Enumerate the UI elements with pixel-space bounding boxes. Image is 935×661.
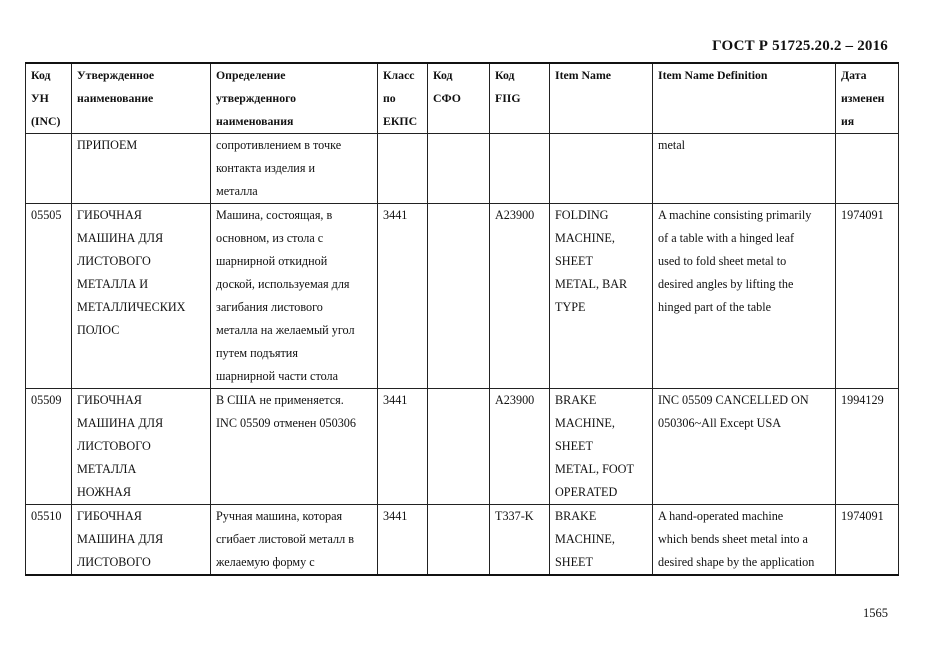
cell-text-line: Утвержденное	[77, 68, 155, 82]
cell-text-line: ГИБОЧНАЯ	[77, 393, 142, 407]
page-number: 1565	[863, 606, 888, 620]
cell-text-line: FOLDING	[555, 208, 609, 222]
cell-item-name	[550, 389, 653, 505]
cell-name	[72, 505, 211, 576]
cell-text-line: Item Name Definition	[658, 68, 768, 82]
cell-class	[378, 389, 428, 505]
cell-text-line: Определение	[216, 68, 286, 82]
cell-text-line: по	[383, 91, 396, 105]
cell-text-line: ПРИПОЕМ	[77, 138, 138, 152]
cell-text-line: ГИБОЧНАЯ	[77, 208, 142, 222]
cell-text-line: МЕТАЛЛА	[77, 462, 137, 476]
cell-text-line: путем подъятия	[216, 346, 298, 360]
cell-text-line: 3441	[383, 393, 408, 407]
cell-text-line: 050306~All Except USA	[658, 416, 782, 430]
table-row	[26, 204, 899, 389]
cell-text-line: шарнирной откидной	[216, 254, 328, 268]
cell-text-line: A machine consisting primarily	[658, 208, 812, 222]
cell-text-line: сгибает листовой металл в	[216, 532, 355, 546]
header-approved-name	[72, 63, 211, 134]
cell-inc	[26, 204, 72, 389]
cell-name	[72, 134, 211, 204]
cell-item-definition	[653, 389, 836, 505]
cell-text-line: Ручная машина, которая	[216, 509, 343, 523]
cell-text-line: T337-K	[495, 509, 534, 523]
cell-text-line: SHEET	[555, 555, 593, 569]
cell-text-line: SHEET	[555, 439, 593, 453]
table-row	[26, 134, 899, 204]
cell-text-line: 3441	[383, 208, 408, 222]
cell-text-line: УН	[31, 91, 49, 105]
cell-text-line: METAL, FOOT	[555, 462, 634, 476]
cell-text-line: ПОЛОС	[77, 323, 120, 337]
cell-text-line: ЛИСТОВОГО	[77, 555, 151, 569]
cell-text-line: TYPE	[555, 300, 586, 314]
header-inc	[26, 63, 72, 134]
classification-table	[25, 62, 899, 576]
cell-text-line: ия	[841, 114, 855, 128]
cell-text-line: СФО	[433, 91, 461, 105]
cell-item-definition	[653, 134, 836, 204]
cell-name	[72, 389, 211, 505]
cell-text-line: hinged part of the table	[658, 300, 772, 314]
cell-text-line: BRAKE	[555, 393, 597, 407]
cell-item-definition	[653, 204, 836, 389]
table-header-row	[26, 63, 899, 134]
cell-text-line: ЕКПС	[383, 114, 418, 128]
cell-sfo	[428, 204, 490, 389]
table-row	[26, 505, 899, 576]
cell-text-line: доской, используемая для	[216, 277, 350, 291]
cell-text-line: BRAKE	[555, 509, 597, 523]
cell-text-line: контакта изделия и	[216, 161, 315, 175]
cell-text-line: утвержденного	[216, 91, 297, 105]
cell-text-line: INC 05509 CANCELLED ON	[658, 393, 809, 407]
cell-inc	[26, 389, 72, 505]
cell-text-line: Код	[433, 68, 453, 82]
cell-text-line: МЕТАЛЛА И	[77, 277, 149, 291]
cell-text-line: сопротивлением в точке	[216, 138, 342, 152]
cell-text-line: 1974091	[841, 208, 884, 222]
cell-definition	[211, 389, 378, 505]
header-date	[836, 63, 899, 134]
cell-text-line: (INC)	[31, 114, 61, 128]
cell-text-line: used to fold sheet metal to	[658, 254, 787, 268]
cell-text-line: ГИБОЧНАЯ	[77, 509, 142, 523]
cell-text-line: of a table with a hinged leaf	[658, 231, 795, 245]
cell-class	[378, 505, 428, 576]
cell-text-line: МЕТАЛЛИЧЕСКИХ	[77, 300, 186, 314]
cell-text-line: загибания листового	[216, 300, 323, 314]
cell-text-line: 05505	[31, 208, 62, 222]
cell-text-line: METAL, BAR	[555, 277, 628, 291]
header-class	[378, 63, 428, 134]
header-item-definition	[653, 63, 836, 134]
cell-sfo	[428, 505, 490, 576]
cell-text-line: A hand-operated machine	[658, 509, 784, 523]
cell-class	[378, 134, 428, 204]
cell-definition	[211, 134, 378, 204]
cell-text-line: MACHINE,	[555, 416, 615, 430]
document-header-standard: ГОСТ Р 51725.20.2 – 2016	[712, 38, 888, 54]
cell-class	[378, 204, 428, 389]
cell-text-line: Код	[31, 68, 51, 82]
cell-text-line: наименования	[216, 114, 294, 128]
header-item-name	[550, 63, 653, 134]
cell-fiig	[490, 134, 550, 204]
cell-inc	[26, 134, 72, 204]
table-row	[26, 389, 899, 505]
cell-text-line: INC 05509 отменен 050306	[216, 416, 356, 430]
cell-text-line: МАШИНА ДЛЯ	[77, 231, 164, 245]
cell-text-line: FIIG	[495, 91, 521, 105]
cell-text-line: Код	[495, 68, 515, 82]
cell-text-line: НОЖНАЯ	[77, 485, 131, 499]
header-fiig	[490, 63, 550, 134]
cell-text-line: шарнирной части стола	[216, 369, 339, 383]
cell-text-line: МАШИНА ДЛЯ	[77, 532, 164, 546]
cell-text-line: Item Name	[555, 68, 612, 82]
cell-fiig	[490, 389, 550, 505]
cell-item-name	[550, 134, 653, 204]
cell-text-line: MACHINE,	[555, 231, 615, 245]
cell-date	[836, 505, 899, 576]
cell-definition	[211, 505, 378, 576]
cell-text-line: желаемую форму с	[216, 555, 315, 569]
cell-text-line: 05510	[31, 509, 62, 523]
cell-text-line: desired angles by lifting the	[658, 277, 794, 291]
cell-text-line: A23900	[495, 393, 535, 407]
cell-date	[836, 204, 899, 389]
cell-text-line: ЛИСТОВОГО	[77, 439, 151, 453]
cell-text-line: металла на желаемый угол	[216, 323, 355, 337]
cell-text-line: 1974091	[841, 509, 884, 523]
header-definition	[211, 63, 378, 134]
cell-text-line: SHEET	[555, 254, 593, 268]
cell-text-line: ЛИСТОВОГО	[77, 254, 151, 268]
cell-text-line: OPERATED	[555, 485, 618, 499]
cell-fiig	[490, 204, 550, 389]
cell-text-line: MACHINE,	[555, 532, 615, 546]
cell-definition	[211, 204, 378, 389]
cell-item-name	[550, 204, 653, 389]
cell-fiig	[490, 505, 550, 576]
cell-name	[72, 204, 211, 389]
cell-item-name	[550, 505, 653, 576]
cell-text-line: В США не применяется.	[216, 393, 344, 407]
cell-text-line: metal	[658, 138, 686, 152]
cell-text-line: A23900	[495, 208, 535, 222]
header-sfo	[428, 63, 490, 134]
cell-text-line: Дата	[841, 68, 867, 82]
cell-sfo	[428, 389, 490, 505]
cell-text-line: Машина, состоящая, в	[216, 208, 333, 222]
cell-text-line: 3441	[383, 509, 408, 523]
cell-text-line: desired shape by the application	[658, 555, 815, 569]
cell-date	[836, 389, 899, 505]
cell-text-line: 05509	[31, 393, 62, 407]
cell-date	[836, 134, 899, 204]
cell-item-definition	[653, 505, 836, 576]
cell-text-line: металла	[216, 184, 258, 198]
cell-text-line: МАШИНА ДЛЯ	[77, 416, 164, 430]
cell-inc	[26, 505, 72, 576]
cell-text-line: наименование	[77, 91, 154, 105]
cell-text-line: 1994129	[841, 393, 884, 407]
cell-text-line: основном, из стола с	[216, 231, 324, 245]
cell-text-line: Класс	[383, 68, 415, 82]
cell-text-line: which bends sheet metal into a	[658, 532, 808, 546]
cell-sfo	[428, 134, 490, 204]
cell-text-line: изменен	[841, 91, 885, 105]
